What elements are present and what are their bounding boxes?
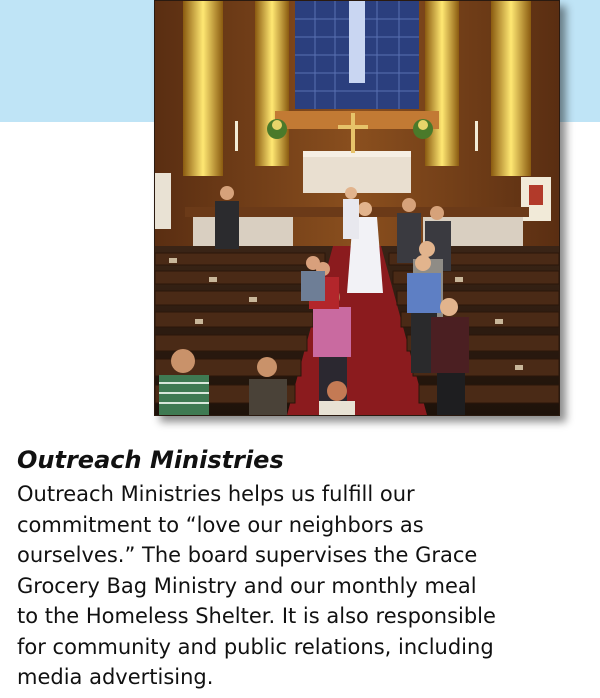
body-line: commitment to “love our neighbors as xyxy=(17,512,424,537)
body-line: media advertising. xyxy=(17,665,214,689)
body-line: to the Homeless Shelter. It is also responsible xyxy=(17,604,496,628)
body-line: ourselves.” The board supervises the Grace xyxy=(17,543,478,567)
church-photo-illustration xyxy=(155,1,559,415)
body-line: Outreach Ministries helps us fulfill our xyxy=(17,482,415,506)
section-body xyxy=(17,479,595,693)
body-line: for community and public relations, including xyxy=(17,634,494,659)
section-heading: Outreach Ministries xyxy=(17,446,284,474)
church-interior-photo xyxy=(154,0,560,416)
body-line: Grocery Bag Ministry and our monthly meal xyxy=(17,573,477,598)
